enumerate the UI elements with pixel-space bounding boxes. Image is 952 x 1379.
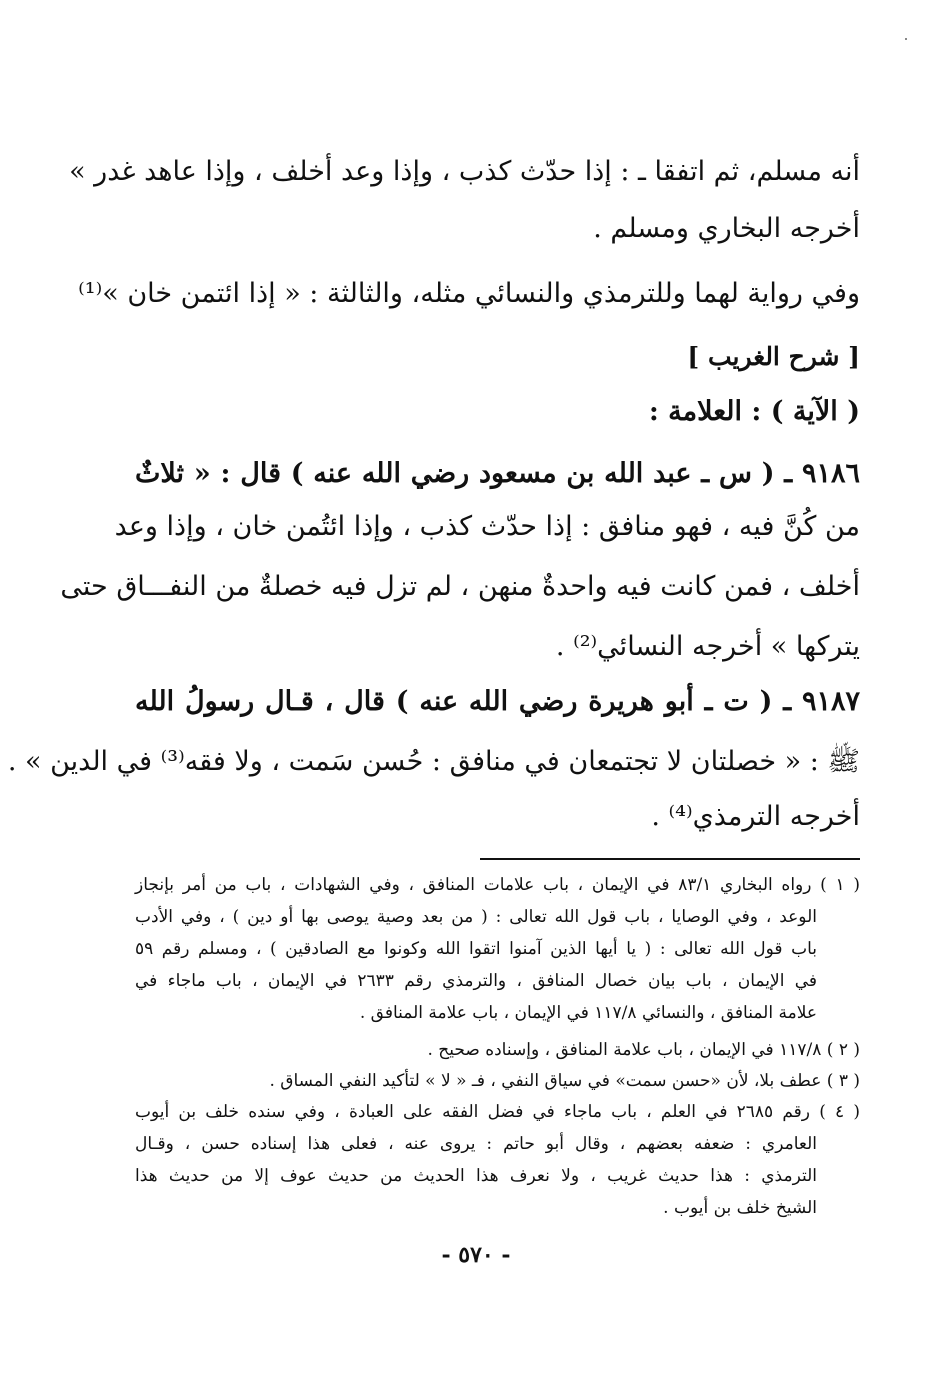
footnote-line-1: ( ١ ) رواه البخاري ٨٣/١ في الإيمان ، باب علامات المنافق ، وفي الشهادات ، باب من أمر بإنجاز — [135, 875, 861, 895]
body-line-11: ﷺ : « خصلتان لا تجتمعان في منافق : حُسن سَمت ، ولا فقه⁽³⁾ في الدين » . — [7, 746, 860, 777]
body-line-7: من كُنَّ فيه ، فهو منافق : إذا حدّث كذب ، وإذا ائتُمن خان ، وإذا وعد — [114, 511, 860, 542]
hadith-9187-header: ٩١٨٧ ـ ( ت ـ أبو هريرة رضي الله عنه ) قال ، قـال رسولُ الله — [135, 686, 860, 717]
footnote-line-2: الوعد ، وفي الوصايا ، باب قول الله تعالى : ( من بعد وصية يوصى بها أو دين ) ، وفي الأدب — [135, 907, 817, 927]
footnote-line-9: العامري : ضعفه بعضهم ، وقال أبو حاتم : يروى عنه ، فعلى هذا إسناده حسن ، وقـال — [135, 1134, 817, 1154]
footnote-line-8: ( ٤ ) رقم ٢٦٨٥ في العلم ، باب ماجاء في فضل الفقه على العبادة ، وفي سنده خلف بن أيوب — [135, 1102, 860, 1122]
body-line-12: أخرجه الترمذي⁽⁴⁾ . — [651, 801, 860, 832]
footnote-line-7: ( ٣ ) عطف بلا، لأن «حسن سمت» في سياق النفي ، فـ « لا » لتأكيد النفي المساق . — [269, 1071, 860, 1091]
body-line-2: أخرجه البخاري ومسلم . — [593, 213, 860, 244]
footnote-line-6: ( ٢ ) ١١٧/٨ في الإيمان ، باب علامة المنافق ، وإسناده صحيح . — [427, 1040, 860, 1060]
hadith-9186-header: ٩١٨٦ ـ ( س ـ عبد الله بن مسعود رضي الله عنه ) قال : « ثلاثٌ — [135, 458, 860, 489]
body-line-1: أنه مسلم، ثم اتفقا ـ : إذا حدّث كذب ، وإذا وعد أخلف ، وإذا عاهد غدر » — [69, 156, 860, 187]
margin-mark — [905, 38, 907, 40]
footnote-line-3: باب قول الله تعالى : ( يا أيها الذين آمنوا اتقوا الله وكونوا مع الصادقين ) ، ومسلم رقم ٥٩ — [135, 939, 817, 959]
gloss-line: ( الآية ) : العلامة : — [648, 396, 860, 427]
footnote-separator — [480, 858, 860, 860]
body-line-3: وفي رواية لهما وللترمذي والنسائي مثله، والثالثة : « إذا ائتمن خان »⁽¹⁾ — [78, 278, 860, 309]
page-number: - ٥٧٠ - — [441, 1242, 511, 1268]
footnote-line-5: علامة المنافق ، والنسائي ١١٧/٨ في الإيمان ، باب علامة المنافق . — [359, 1003, 817, 1023]
body-line-9: يتركها » أخرجه النسائي⁽²⁾ . — [555, 631, 860, 662]
footnote-line-4: في الإيمان ، باب بيان خصال المنافق ، والترمذي رقم ٢٦٣٣ في الإيمان ، باب ماجاء في — [135, 971, 818, 991]
footnote-line-10: الترمذي : هذا حديث غريب ، ولا نعرف هذا الحديث من حديث عوف إلا من حديث هذا — [135, 1166, 817, 1186]
section-heading-gharib: [ شرح الغريب ] — [687, 342, 860, 371]
footnote-line-11: الشيخ خلف بن أيوب . — [663, 1198, 817, 1218]
body-line-8: أخلف ، فمن كانت فيه واحدةٌ منهن ، لم تزل فيه خصلةٌ من النفـــاق حتى — [60, 571, 860, 602]
